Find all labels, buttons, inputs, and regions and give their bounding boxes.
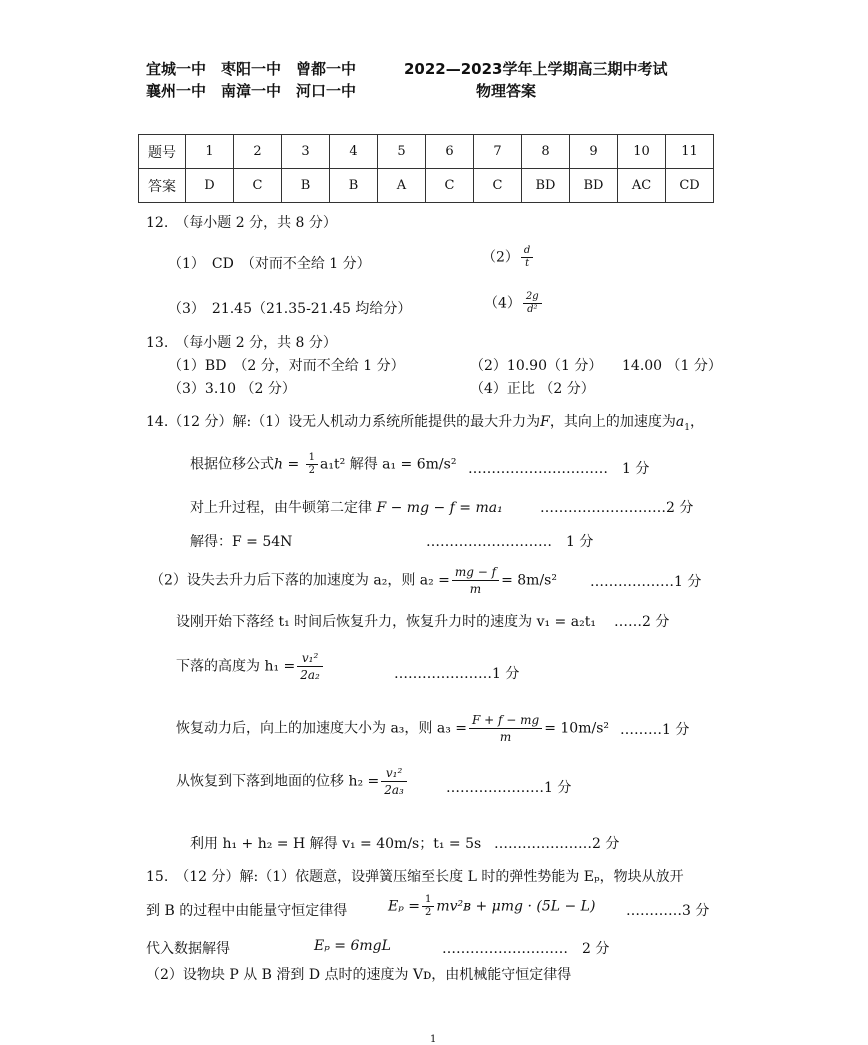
q14-line8: 从恢复到下落到地面的位移 h₂ = $\frac{\text{v₁²}}{\text{2a₃}}$ xyxy=(176,765,409,798)
answer-cell: CD xyxy=(666,169,714,203)
q14-line5: 设刚开始下落经 t₁ 时间后恢复升力，恢复升力时的速度为 v₁ = a₂t₁ xyxy=(176,614,596,630)
question-number: 6 xyxy=(426,135,474,169)
question-number: 1 xyxy=(186,135,234,169)
exam-title: 2022—2023学年上学期高三期中考试 xyxy=(404,60,668,78)
q15-line2: 代入数据解得 xyxy=(146,941,230,957)
q14-line5-score: ……2 分 xyxy=(614,614,670,630)
q12-part4: （4） $\frac{2g}{\text{d²}}$ xyxy=(484,291,544,316)
q14-line9: 利用 h₁ + h₂ = H 解得 v₁ = 40m/s；t₁ = 5s xyxy=(190,836,482,852)
q15-line1-equation: Eₚ = $\frac{1}{2}$ mv²ʙ + μmg · (5L − L) xyxy=(388,894,596,918)
answer-cell: C xyxy=(426,169,474,203)
schools-row2: 襄州一中 南漳一中 河口一中 xyxy=(146,82,357,100)
q14-line9-score: …………………2 分 xyxy=(494,836,620,852)
q14-line4-score: ………………1 分 xyxy=(590,574,702,590)
q14-line6-score: …………………1 分 xyxy=(394,666,520,682)
q12-part1: （1） CD （对而不全给 1 分） xyxy=(168,256,371,272)
question-number: 9 xyxy=(570,135,618,169)
q14-line6: 下落的高度为 h₁ = $\frac{\text{v₁²}}{\text{2a₂}}$ xyxy=(176,650,325,683)
question-number: 7 xyxy=(474,135,522,169)
answer-cell: BD xyxy=(570,169,618,203)
answer-table xyxy=(138,134,714,203)
answer-cell: B xyxy=(282,169,330,203)
q14-line8-score: …………………1 分 xyxy=(446,780,572,796)
question-number: 10 xyxy=(618,135,666,169)
q13-heading: 13. （每小题 2 分，共 8 分） xyxy=(146,335,337,351)
q14-line7: 恢复动力后，向上的加速度大小为 a₃，则 a₃ = $\frac{F + f - mg}{m}$ = 10m/s² xyxy=(176,713,609,744)
q15-line2-equation: Eₚ = 6mgL xyxy=(314,938,391,954)
q14-line2: 对上升过程，由牛顿第二定律 F − mg − f = ma₁ xyxy=(190,500,503,516)
q15-line1-score: …………3 分 xyxy=(626,903,710,919)
subject-title: 物理答案 xyxy=(476,82,537,100)
q15-line3: （2）设物块 P 从 B 滑到 D 点时的速度为 Vᴅ，由机械能守恒定律得 xyxy=(146,967,572,983)
q13-part1: （1）BD （2 分，对而不全给 1 分） xyxy=(168,358,405,374)
q14-heading: 14.（12 分）解:（1）设无人机动力系统所能提供的最大升力为F，其向上的加速度为$a_1$， xyxy=(146,414,704,433)
q12-heading: 12. （每小题 2 分，共 8 分） xyxy=(146,215,337,231)
answer-cell: C xyxy=(474,169,522,203)
answer-cell: AC xyxy=(618,169,666,203)
q14-line1-score: ………………………… 1 分 xyxy=(468,461,650,477)
row-label-number: 题号 xyxy=(139,135,186,169)
q13-part2b: 14.00 （1 分） xyxy=(622,358,722,374)
answer-cell: BD xyxy=(522,169,570,203)
q12-part3: （3） 21.45（21.35-21.45 均给分） xyxy=(168,301,412,317)
q13-part2: （2）10.90（1 分） xyxy=(470,358,603,374)
question-number: 3 xyxy=(282,135,330,169)
schools-row1: 宜城一中 枣阳一中 曾都一中 xyxy=(146,60,357,78)
q14-line4: （2）设失去升力后下落的加速度为 a₂，则 a₂ = $\frac{mg - f}{m}$ = 8m/s² xyxy=(150,565,557,596)
q14-line7-score: ………1 分 xyxy=(620,722,690,738)
question-number: 8 xyxy=(522,135,570,169)
q15-line1: 到 B 的过程中由能量守恒定律得 xyxy=(146,903,348,919)
q12-part2: （2） $\frac{d}{t}$ xyxy=(482,245,535,270)
row-label-answer: 答案 xyxy=(139,169,186,203)
answer-cell: B xyxy=(330,169,378,203)
answer-cell: D xyxy=(186,169,234,203)
q15-line2-score: ……………………… 2 分 xyxy=(442,941,610,957)
q13-part4: （4）正比 （2 分） xyxy=(470,381,595,397)
q14-line1: 根据位移公式h = $\frac{1}{2}$ a₁t² 解得 a₁ = 6m/s² xyxy=(190,452,457,476)
q14-line3-score: ……………………… 1 分 xyxy=(426,534,594,550)
question-number: 4 xyxy=(330,135,378,169)
question-number: 2 xyxy=(234,135,282,169)
q15-heading: 15. （12 分）解:（1）依题意，设弹簧压缩至长度 L 时的弹性势能为 Eₚ，物块从放开 xyxy=(146,869,684,885)
q13-part3: （3）3.10 （2 分） xyxy=(168,381,296,397)
answer-cell: A xyxy=(378,169,426,203)
question-number: 11 xyxy=(666,135,714,169)
q14-line2-score: ………………………2 分 xyxy=(540,500,694,516)
answer-cell: C xyxy=(234,169,282,203)
question-number: 5 xyxy=(378,135,426,169)
table-row xyxy=(139,135,714,169)
q14-line3: 解得：F = 54N xyxy=(190,534,293,550)
table-row xyxy=(139,169,714,203)
page-number: 1 xyxy=(430,1034,437,1045)
